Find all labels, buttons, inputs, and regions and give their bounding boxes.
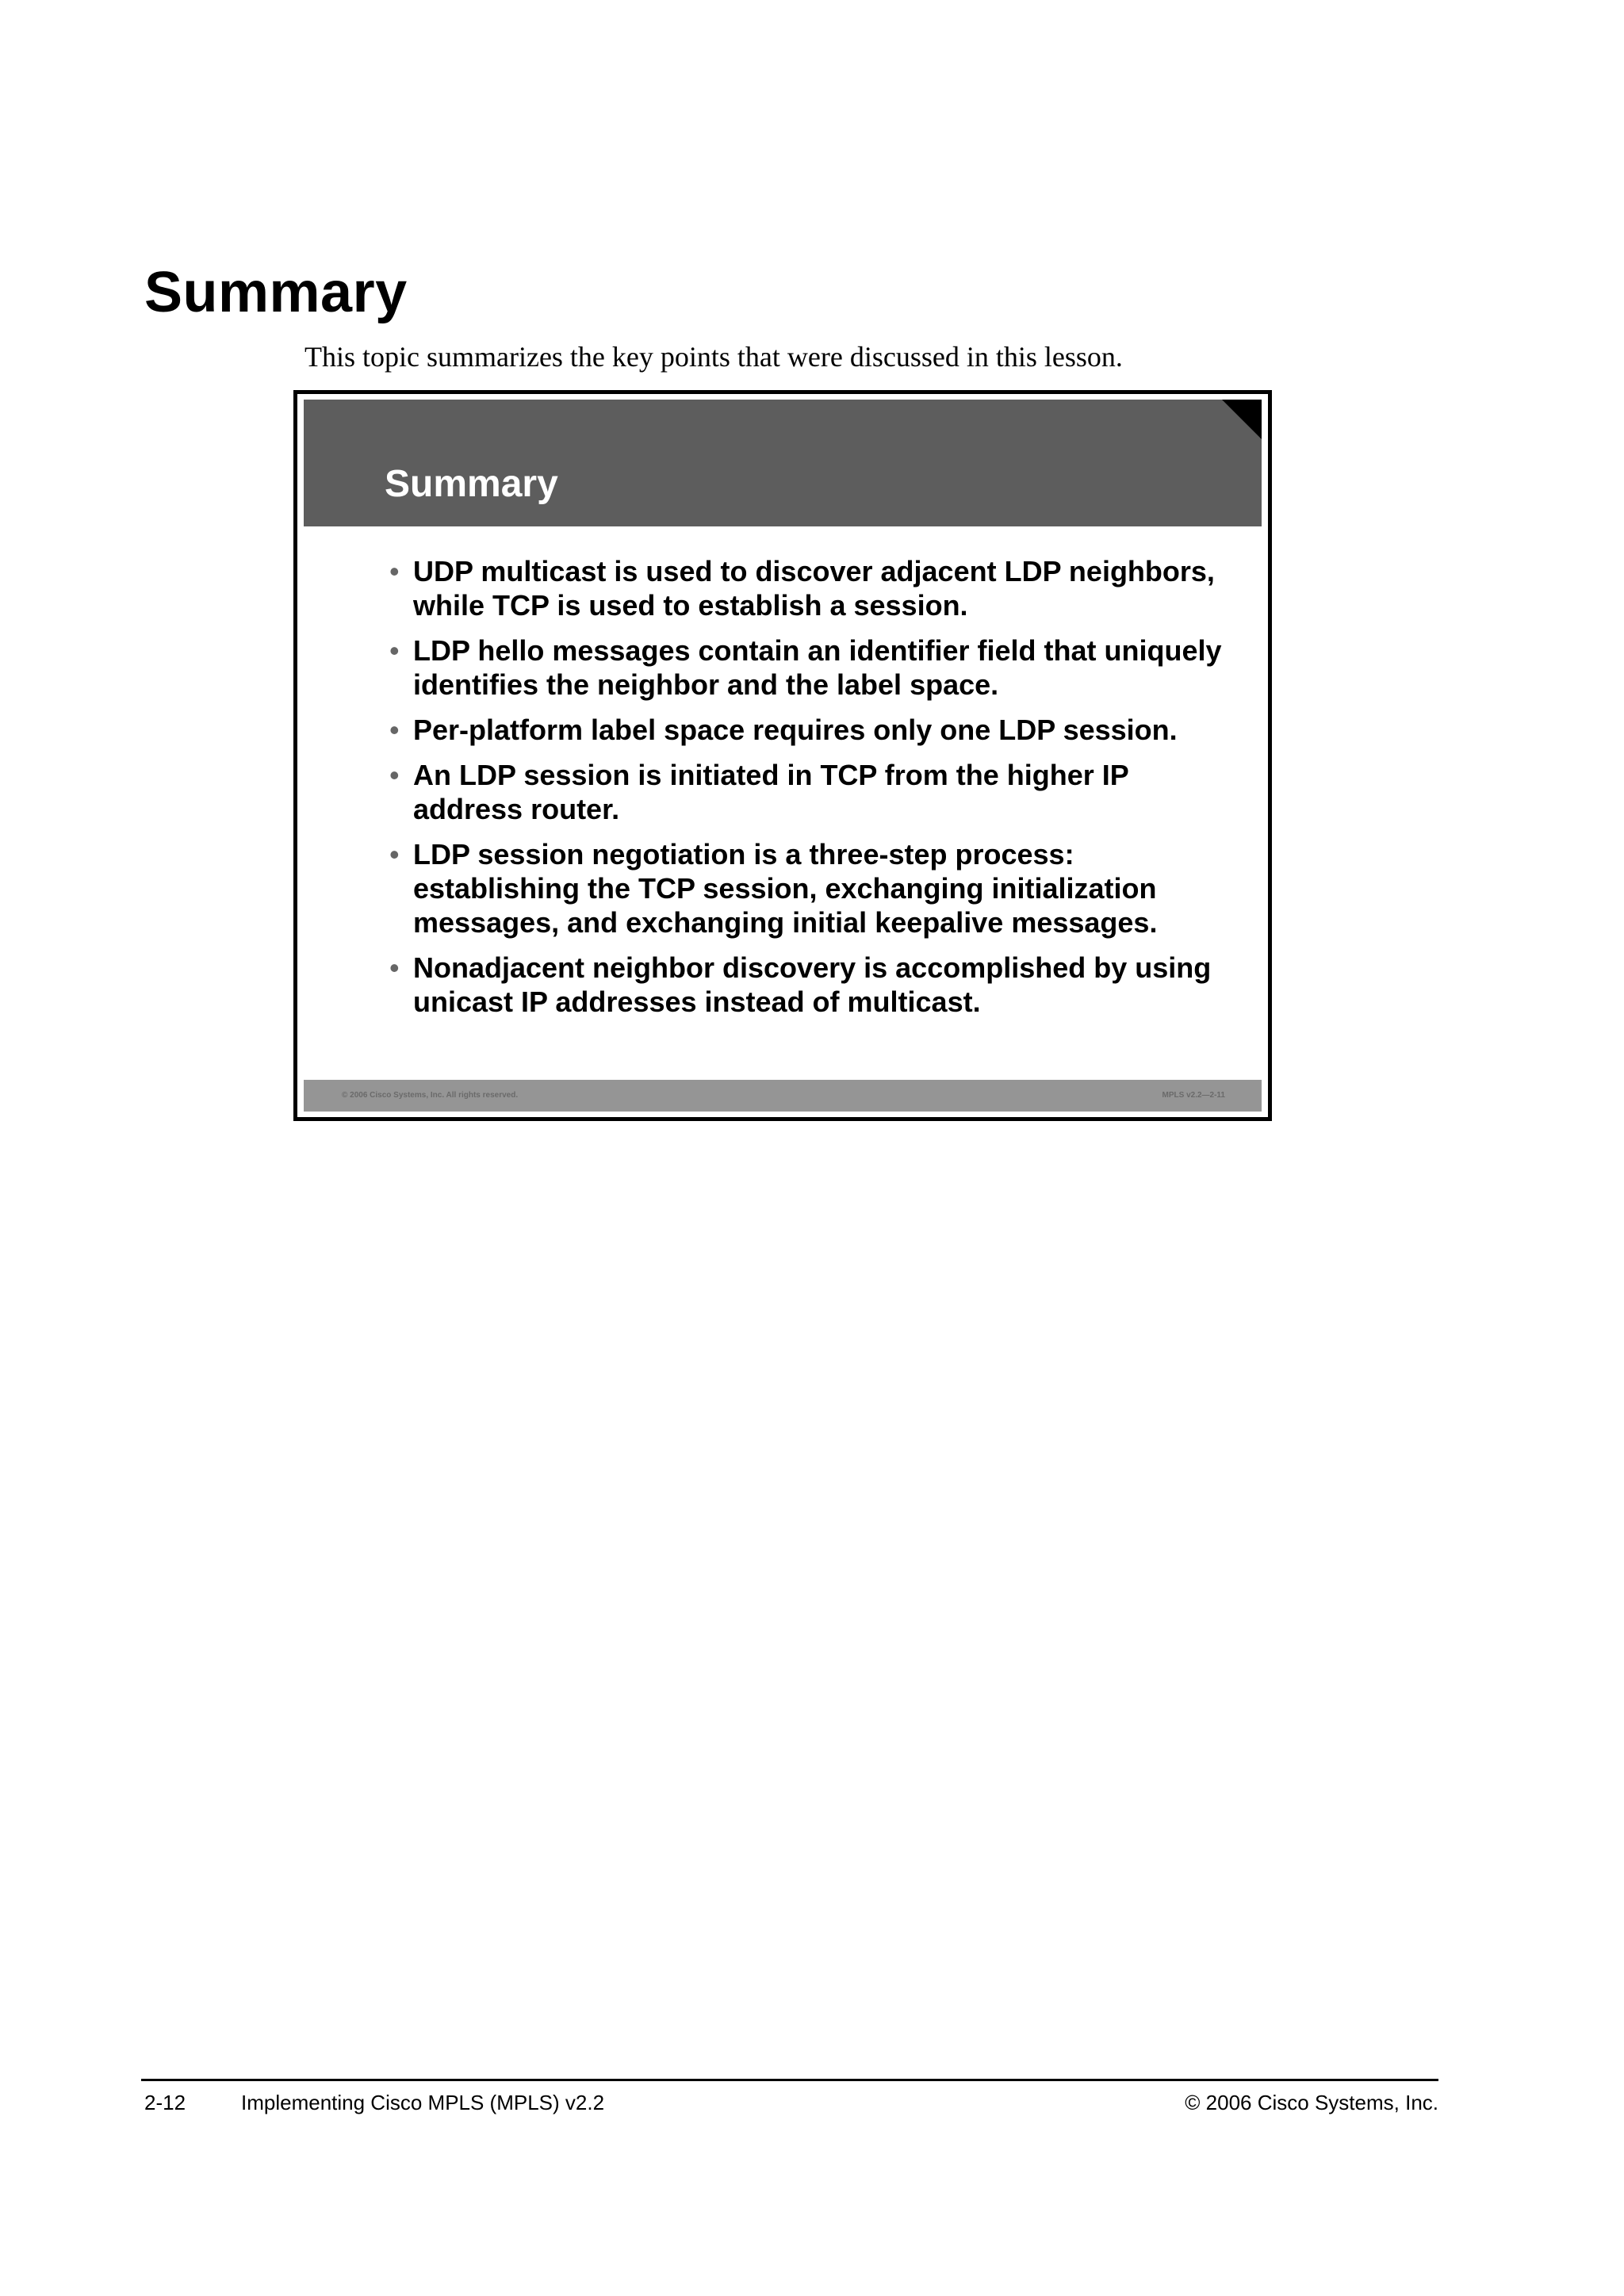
bullet-icon: •	[389, 951, 400, 984]
slide-bullet-text: UDP multicast is used to discover adjacent LDP neighbors, while TCP is used to establish a session.	[413, 555, 1215, 622]
slide-bullet-text: Nonadjacent neighbor discovery is accomplished by using unicast IP addresses instead of multicast.	[413, 951, 1212, 1018]
slide-bullet	[389, 758, 1230, 826]
slide-bullet	[389, 837, 1230, 939]
footer-course-title: Implementing Cisco MPLS (MPLS) v2.2	[241, 2091, 605, 2114]
intro-text: This topic summarizes the key points that were discussed in this lesson.	[304, 341, 1123, 373]
slide-bullet-text: An LDP session is initiated in TCP from the higher IP address router.	[413, 759, 1129, 825]
slide-number: MPLS v2.2—2-11	[1162, 1091, 1225, 1100]
bullet-icon: •	[389, 714, 400, 746]
bullet-icon: •	[389, 555, 400, 587]
footer-divider	[141, 2079, 1438, 2081]
slide-bullet-text: LDP session negotiation is a three-step process: establishing the TCP session, exchanging initialization messages, and exchanging initial keepalive messages.	[413, 838, 1158, 939]
footer-copyright: © 2006 Cisco Systems, Inc.	[1185, 2091, 1438, 2114]
slide-bullet-text: Per-platform label space requires only one LDP session.	[413, 714, 1178, 746]
slide-bullet	[389, 554, 1230, 622]
slide-copyright: © 2006 Cisco Systems, Inc. All rights reserved.	[342, 1091, 519, 1100]
slide-header-bar	[304, 400, 1262, 526]
slide-footer-bar	[304, 1080, 1262, 1112]
slide-bullet	[389, 633, 1230, 702]
bullet-icon: •	[389, 759, 400, 791]
slide-bullet-text: LDP hello messages contain an identifier field that uniquely identifies the neighbor and the label space.	[413, 634, 1222, 701]
slide-bullet	[389, 951, 1230, 1019]
slide-image	[293, 390, 1272, 1121]
slide-bullet	[389, 713, 1230, 747]
footer-page-number: 2-12	[144, 2091, 186, 2114]
slide-bullet-list	[389, 554, 1230, 1030]
slide-title: Summary	[385, 463, 558, 505]
slide-corner-triangle	[1222, 400, 1262, 439]
page-heading: Summary	[144, 261, 408, 324]
bullet-icon: •	[389, 634, 400, 667]
bullet-icon: •	[389, 838, 400, 871]
